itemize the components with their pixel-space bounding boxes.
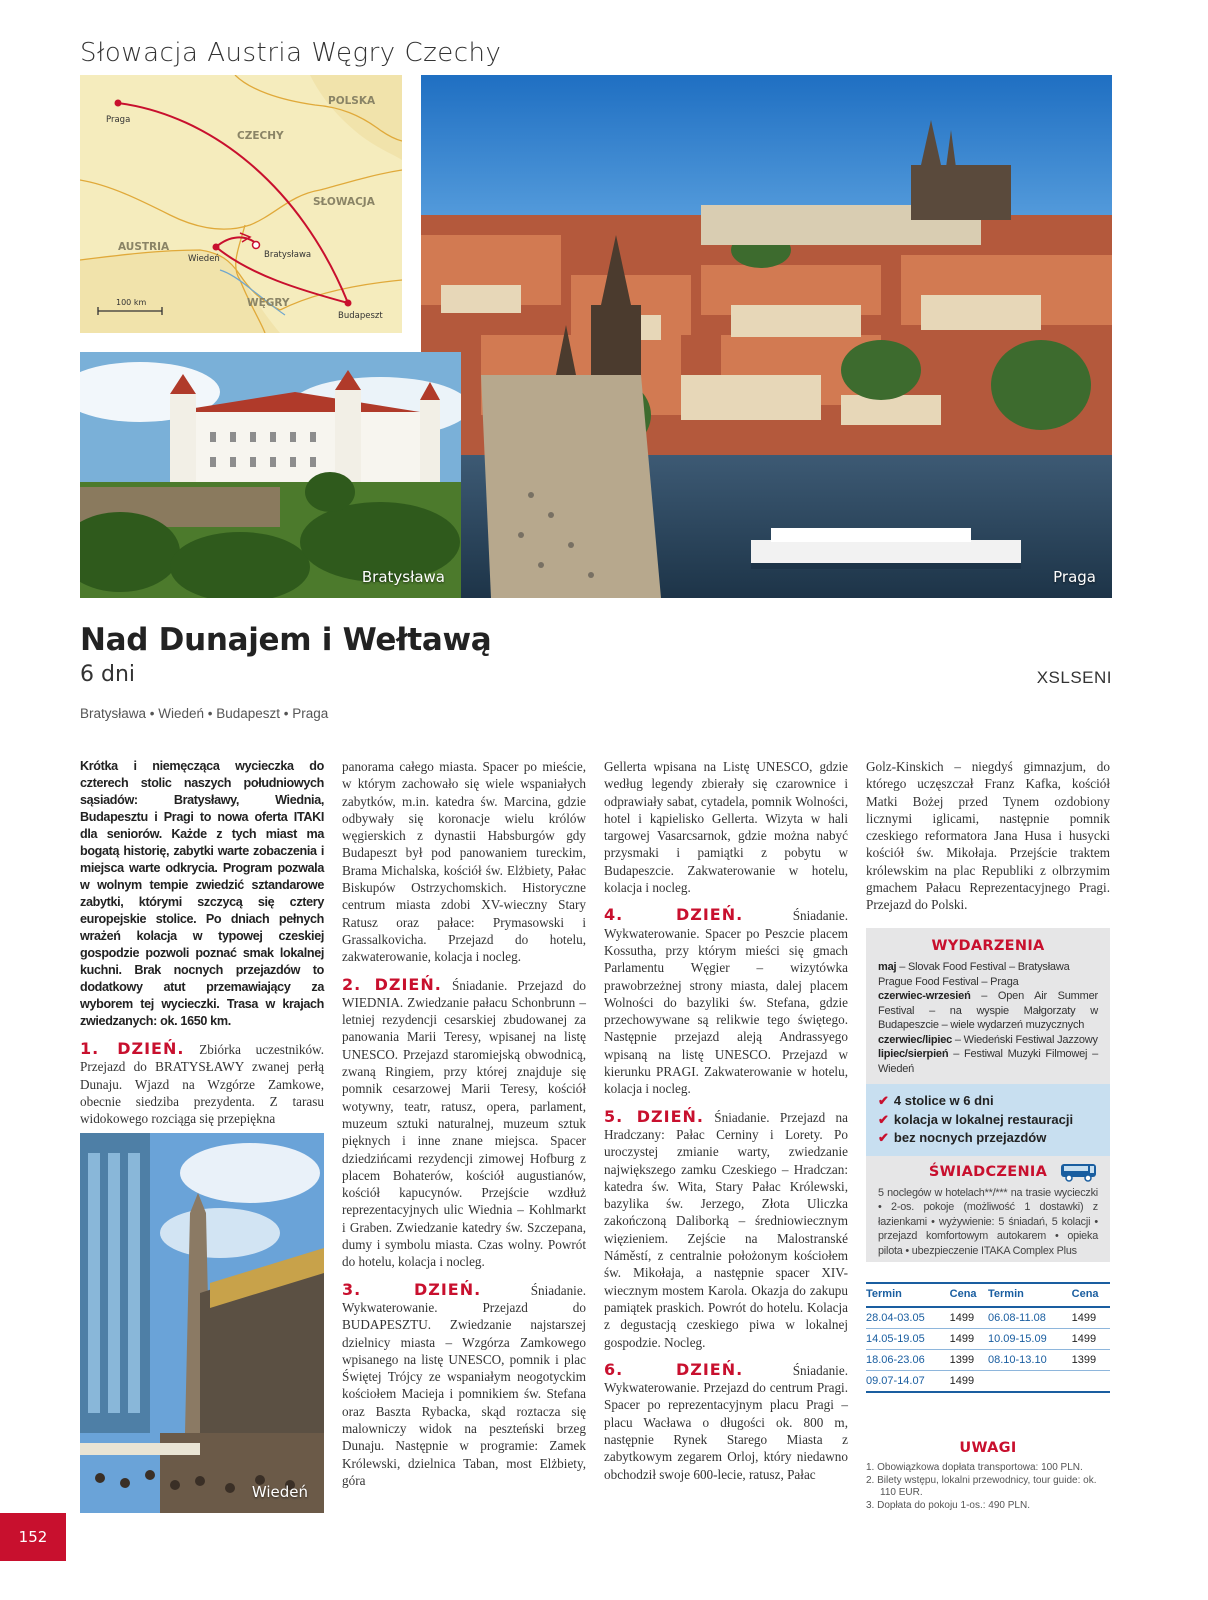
notes-list <box>866 1462 1110 1512</box>
event-item: czerwiec/lipiec – Wiedeński Festiwal Jazzowy <box>878 1033 1098 1046</box>
bratislava-photo-caption: Bratysława <box>361 568 445 586</box>
day-3-label: 3. DZIEŃ. <box>342 1279 482 1299</box>
day-1-text: Zbiórka uczestników. Przejazd do BRATYSŁAWY zwanej perłą Dunaju. Wjazd na Wzgórze Zamkowe, obecnie siedziba prezydenta. Z tarasu widokowego rozciąga się przepiękna <box>80 1042 325 1127</box>
bus-icon <box>1060 1162 1098 1182</box>
info-box <box>866 928 1110 1262</box>
region-title: Słowacja Austria Węgry Czechy <box>80 38 502 68</box>
events-heading: WYDARZENIA <box>931 938 1045 954</box>
table-row <box>866 1307 1110 1329</box>
day-6-continued: Golz-Kinskich – niegdyś gimnazjum, do którego uczęszczał Franz Kafka, kościół Matki Bożej przed Tynem ozdobiony licznymi iglicami, następnie pomnik czeskiego reformatora Jana Husa i husycki kościół św. Mikołaja. Przejście traktem królewskim na plac Republiki z olbrzymim gmachem Pałacu Reprezentacyjnego Pragi. Przejazd do Polski. <box>866 759 1110 913</box>
term-cell: 18.06-23.06 <box>866 1350 950 1371</box>
term-cell: 28.04-03.05 <box>866 1307 950 1329</box>
text-column-2 <box>342 758 586 1489</box>
day-5-label: 5. DZIEŃ. <box>604 1106 704 1126</box>
term-cell: 14.05-19.05 <box>866 1329 950 1350</box>
day-1-continued: panorama całego miasta. Spacer po mieście, w którym zachowało się wiele wspaniałych zabytków, m.in. katedra św. Marcina, gdzie odbywały się koronacje wielu królów węgierskich z dynastii Habsburgów gdy Budapeszt był pod panowaniem tureckim, Brama Michalska, kościół św. Elżbiety, Pałac Biskupów Ostrzychomskich. Historyczne centrum miasta zdobi XV-wieczny Stary Ratusz oraz pałace: Prymasowski i Grassalkovicha. Przejazd do hotelu, zakwaterowanie, kolacja i nocleg. <box>342 759 586 965</box>
services-text: 5 noclegów w hotelach**/*** na trasie wycieczki • 2-os. pokoje (możliwość 1 dostawki) z łazienkami • wyżywienie: 5 śniadań, 5 kolacji • przejazd komfortowym autokarem • opieka pilota • ubezpieczenie ITAKA Complex Plus <box>878 1186 1098 1257</box>
events-list <box>878 960 1098 1076</box>
services-section <box>866 1156 1110 1259</box>
table-row <box>866 1371 1110 1393</box>
day-3-continued: Gellerta wpisana na Listę UNESCO, gdzie według legendy zbierały się czarownice i odprawiały sabat, cytadela, pomnik Wolności, hotel i kąpielisko Gellerta. Wizyta w hali targowej Vasarcsarnok, gdzie można nabyć przysmaki i pamiątki z pobytu w Budapeszcie. Zakwaterowanie w hotelu, kolacja i nocleg. <box>604 759 848 896</box>
event-item: czerwiec-wrzesień – Open Air Summer Festival – na wyspie Małgorzaty w Budapeszcie – wiele wydarzeń muzycznych <box>878 990 1098 1031</box>
day-5 <box>604 1108 848 1351</box>
day-1 <box>80 1040 324 1127</box>
check-icon: ✔ <box>878 1111 889 1127</box>
day-4-label: 4. DZIEŃ. <box>604 905 744 925</box>
note-item: 1. Obowiązkowa dopłata transportowa: 100 PLN. <box>866 1462 1083 1473</box>
day-3 <box>342 1281 586 1490</box>
column-header: Termin <box>866 1283 950 1307</box>
highlight-item: ✔ bez nocnych przejazdów <box>878 1130 1047 1145</box>
prague-photo-caption: Praga <box>1053 568 1096 586</box>
price-table <box>866 1282 1110 1393</box>
column-header: Cena <box>950 1283 988 1307</box>
event-item: lipiec/sierpień – Festiwal Muzyki Filmowej – Wiedeń <box>878 1048 1098 1075</box>
table-header-row <box>866 1283 1110 1307</box>
services-heading: ŚWIADCZENIA <box>928 1163 1048 1180</box>
price-cell: 1399 <box>1072 1350 1110 1371</box>
route-map <box>80 75 402 333</box>
day-2-label: 2. DZIEŃ. <box>342 974 442 994</box>
column-header: Termin <box>988 1283 1072 1307</box>
day-1-label: 1. DZIEŃ. <box>80 1039 185 1058</box>
map-label-wegry: WĘGRY <box>247 297 290 309</box>
table-row <box>866 1350 1110 1371</box>
trip-duration: 6 dni <box>80 662 136 687</box>
price-cell: 1499 <box>950 1329 988 1350</box>
vienna-photo <box>80 1133 324 1513</box>
term-cell: 08.10-13.10 <box>988 1350 1072 1371</box>
day-4-text: Śniadanie. Wykwaterowanie. Spacer po Peszcie placem Kossutha, przy którym mieści się gmach Parlamentu Węgier – wizytówka prawobrzeżnej strony miasta, dalej placem Wolności do bazyliki św. Stefana, gdzie przechowywane są relikwie tego świętego. Następnie przejazd aleją Andrassyego wpisaną na listę UNESCO. Przejazd w kierunku PRAGI. Zakwaterowanie w hotelu, kolacja i nocleg. <box>604 908 848 1097</box>
svg-text:100 km: 100 km <box>116 298 147 307</box>
map-city-bratyslawa: Bratysława <box>264 250 312 260</box>
day-4 <box>604 906 848 1097</box>
term-cell: 10.09-15.09 <box>988 1329 1072 1350</box>
term-cell: 06.08-11.08 <box>988 1307 1072 1329</box>
text-column-3 <box>604 758 848 1483</box>
price-cell: 1499 <box>950 1371 988 1393</box>
event-item: maj – Slovak Food Festival – Bratysława <box>878 961 1070 973</box>
bratislava-photo <box>80 352 461 598</box>
text-column-1 <box>80 758 324 1127</box>
map-label-czechy: CZECHY <box>237 130 284 142</box>
check-icon: ✔ <box>878 1093 889 1108</box>
highlights-section <box>866 1084 1110 1156</box>
day-6-label: 6. DZIEŃ. <box>604 1359 744 1379</box>
map-label-slowacja: SŁOWACJA <box>313 196 375 208</box>
day-2 <box>342 976 586 1271</box>
vienna-photo-caption: Wiedeń <box>251 1483 308 1501</box>
term-cell <box>988 1371 1072 1393</box>
highlight-item: ✔ kolacja w lokalnej restauracji <box>878 1111 1074 1127</box>
note-item: 3. Dopłata do pokoju 1-os.: 490 PLN. <box>866 1499 1030 1511</box>
map-city-wieden: Wiedeń <box>188 254 220 264</box>
notes-heading: UWAGI <box>959 1440 1017 1456</box>
map-city-budapeszt: Budapeszt <box>338 311 383 321</box>
events-section <box>866 928 1110 1076</box>
text-column-4 <box>866 758 1110 914</box>
trip-route: Bratysława • Wiedeń • Budapeszt • Praga <box>80 706 329 721</box>
notes-section <box>866 1440 1110 1512</box>
note-item: 2. Bilety wstępu, lokalni przewodnicy, tour guide: ok. 110 EUR. <box>866 1474 1097 1498</box>
map-city-praga: Praga <box>106 115 131 125</box>
event-item: Prague Food Festival – Praga <box>878 975 1019 988</box>
map-label-austria: AUSTRIA <box>118 241 170 253</box>
day-5-text: Śniadanie. Przejazd na Hradczany: Pałac Cerniny i Lorety. Po uroczystej zmianie warty, zwiedzanie największego zamku Czeskiego – Hradczan: katedra św. Wita, Stary Pałac Królewski, bazylika św. Jerzego, Złota Uliczka zakończoną Daliborką – średniowiecznym więzieniem. Zejście na Malostranské Náměstí, z centralnie położonym kościołem św. Mikołaja, a następnie spacer XIV-wiecznym mostem Karola. Okazja do zakupu pamiątek praskich. Powrót do hotelu. Kolacja z degustacją czeskiego piwa w lokalnej gospodzie. Nocleg. <box>604 1109 848 1350</box>
map-label-polska: POLSKA <box>328 95 376 107</box>
price-cell: 1399 <box>950 1350 988 1371</box>
price-cell: 1499 <box>950 1307 988 1329</box>
price-cell: 1499 <box>1072 1307 1110 1329</box>
price-cell: 1499 <box>1072 1329 1110 1350</box>
table-row <box>866 1329 1110 1350</box>
page-number: 152 <box>0 1513 66 1561</box>
column-header: Cena <box>1072 1283 1110 1307</box>
intro-paragraph: Krótka i niemęcząca wycieczka do czterech stolic naszych południowych sąsiadów: Bratysławy, Wiednia, Budapesztu i Pragi to nowa oferta ITAKI dla seniorów. Każde z tych miast ma bogatą historię, zabytki warte zobaczenia i miejsca warte odkrycia. Program pozwala w wolnym tempie zwiedzić sztandarowe zabytki, którymi szczycą się cztery europejskie stolice. Po dniach pełnych wrażeń kolacja w typowej czeskiej gospodzie pozwoli poznać smak lokalnej kuchni. Brak nocnych przejazdów to dodatkowy atut przemawiający za wyborem tej wycieczki. Trasa w krajach zwiedzanych: ok. 1650 km. <box>80 759 324 1028</box>
trip-code: XSLSENI <box>1036 668 1112 687</box>
term-cell: 09.07-14.07 <box>866 1371 950 1393</box>
prague-photo <box>421 75 1112 598</box>
check-icon: ✔ <box>878 1130 889 1145</box>
day-6 <box>604 1361 848 1483</box>
day-2-text: Śniadanie. Przejazd do WIEDNIA. Zwiedzanie pałacu Schonbrunn – letniej rezydencji cesarskiej zbudowanej za panowania Marii Teresy, wpisanej na listę UNESCO. Przejazd staromiejską obwodnicą, zwaną Ringiem, przy której znajduje się pomnik cesarzowej Marii Teresy, kościół wotywny, teatr, ratusz, opera, parlament, muzeum sztuki naturalnej, muzeum sztuk pięknych i inne znane miejsca. Spacer dziedzińcami rezydencji zimowej Hofburg z placem Bohaterów, kościół augustianów, kościół kapucynów. Przejście wzdłuż reprezentacyjnych ulic Wiednia – Kohlmarkt i Graben. Zwiedzanie katedry św. Szczepana, dumy i symbolu miasta. Czas wolny. Powrót do hotelu, kolacja i nocleg. <box>342 977 587 1270</box>
price-cell <box>1072 1371 1110 1393</box>
trip-title: Nad Dunajem i Wełtawą <box>80 622 492 658</box>
day-3-text: Śniadanie. Wykwaterowanie. Przejazd do BUDAPESZTU. Zwiedzanie najstarszej dzielnicy miasta – Wzgórza Zamkowego wpisanego na listę UNESCO, pomnik i plac Świętej Trójcy ze wspaniałym neogotyckim kościołem Macieja i pomnikiem św. Stefana oraz Baszta Rybacka, skąd roztacza się malowniczy widok na peszteński brzeg Dunaju. Następnie w programie: Zamek Królewski, dzielnica Taban, most Elżbiety, góra <box>342 1282 586 1488</box>
highlight-item: ✔ 4 stolice w 6 dni <box>878 1093 994 1108</box>
day-6-text: Śniadanie. Wykwaterowanie. Przejazd do centrum Pragi. Spacer po reprezentacyjnym placu Pragi – placu Wacława o długości ok. 800 m, następnie Rynek Starego Miasta z zabytkowym zegarem Orloj, który niedawno obchodził swoje 600-lecie, ratusz, Pałac <box>604 1362 848 1482</box>
